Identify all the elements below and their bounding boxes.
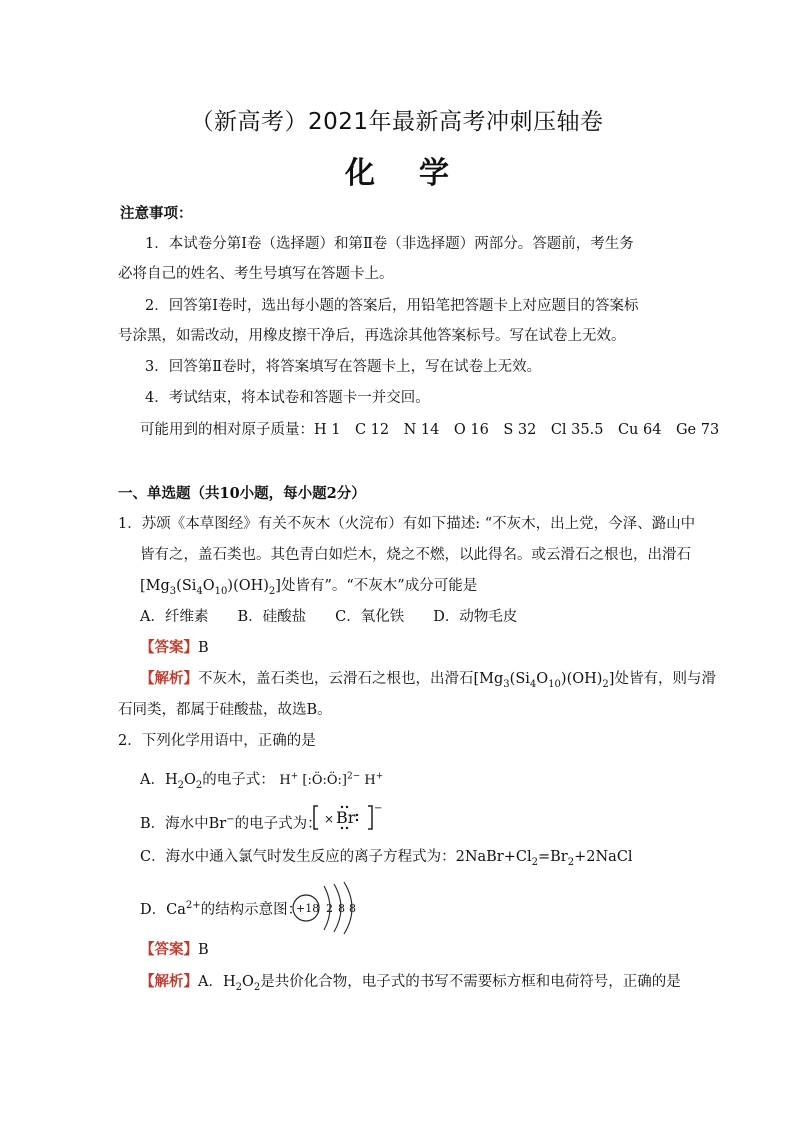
q1-options: A．纤维素 B．硅酸盐 C．氧化铁 D．动物毛皮 — [140, 609, 518, 625]
analysis-tag: 【解析】 — [140, 670, 198, 687]
q2-option-c-text: C．海水中通入氯气时发生反应的离子方程式为：2NaBr+Cl — [140, 849, 532, 865]
notice-item-2a: 2．回答第Ⅰ卷时，选出每小题的答案后，用铅笔把答题卡上对应题目的答案标 — [145, 298, 639, 314]
calcium-ion-structure-diagram — [290, 878, 370, 938]
analysis-tag: 【解析】 — [140, 973, 198, 990]
svg-text:2: 2 — [326, 902, 333, 915]
q2-option-b: B．海水中Br−的电子式为： — [140, 814, 322, 832]
notice-item-4: 4．考试结束，将本试卷和答题卡一并交回。 — [145, 390, 430, 406]
q1-line-3-text: 处皆有”。“不灰木”成分可能是 — [280, 578, 478, 594]
answer-tag: 【答案】 — [140, 941, 198, 958]
q1-line-2: 皆有之，盖石类也。其色青白如烂木，烧之不燃，以此得名。或云滑石之根也，出滑石 — [140, 547, 691, 563]
q1-line-1: 1．苏颂《本草图经》有关不灰木（火浣布）有如下描述: “不灰木，出上党，今泽、潞山中 — [118, 516, 696, 532]
q2-analysis: 【解析】A．$H_2O_2$是共价化合物，电子式的书写不需要标方框和电荷符号，正确的是 — [140, 973, 681, 993]
q2-option-d: D．$Ca^{2+}$的结构示意图： — [140, 900, 303, 918]
exam-title: （新高考）2021年最新高考冲刺压轴卷 — [190, 109, 604, 135]
q1-analysis-text-2: 处皆有，则与滑 — [614, 671, 716, 687]
q2-option-a: A．$H_2O_2$的电子式： H+ [:Ö:Ö:]$^{2-}$ H+ — [140, 771, 384, 791]
q1-analysis-2: 石同类，都属于硅酸盐，故选B。 — [118, 702, 332, 718]
bromide-electron-formula — [312, 802, 382, 834]
notice-item-2b: 号涂黑，如需改动，用橡皮擦干净后，再选涂其他答案标号。写在试卷上无效。 — [118, 328, 626, 344]
q2-option-c: C．海水中通入氯气时发生反应的离子方程式为：$2NaBr+Cl_2=Br_2+2NaCl$ — [140, 849, 633, 868]
q2-option-a-text: 的电子式： — [202, 772, 275, 788]
q2-analysis-text: 是共价化合物，电子式的书写不需要标方框和电荷符号，正确的是 — [260, 974, 681, 990]
q2-option-a-prefix: A．H — [140, 772, 178, 788]
notice-item-1b: 必将自己的姓名、考生号填写在答题卡上。 — [118, 266, 394, 282]
q2-option-c-eq: =Br — [538, 849, 568, 865]
svg-text:8: 8 — [349, 902, 356, 915]
q2-answer — [140, 940, 209, 960]
notice-item-3: 3．回答第Ⅱ卷时，将答案填写在答题卡上，写在试卷上无效。 — [145, 359, 542, 375]
svg-text:8: 8 — [338, 902, 345, 915]
notice-item-1a: 1．本试卷分第Ⅰ卷（选择题）和第Ⅱ卷（非选择题）两部分。答题前，考生务 — [145, 236, 634, 252]
exam-subject: 化学 — [345, 156, 493, 191]
q2-option-d-text: 的结构示意图： — [200, 901, 303, 918]
svg-text:+18: +18 — [296, 902, 320, 915]
q1-answer — [140, 638, 209, 658]
section-heading: 一、单选题（共10小题，每小题2分） — [118, 485, 366, 502]
q1-answer-value: B — [198, 640, 209, 656]
q2-option-c-tail: +2NaCl — [574, 849, 633, 865]
q1-formula-prefix: [Mg — [140, 578, 170, 594]
q2-option-d-prefix: D．Ca — [140, 901, 186, 918]
q2-option-b-text: 的电子式为： — [234, 815, 322, 832]
svg-text:−: − — [374, 803, 382, 814]
atomic-masses: 可能用到的相对原子质量：H 1 C 12 N 14 O 16 S 32 Cl 35.5 Cu 64 Ge 73 — [140, 422, 720, 438]
q1-line-3: $[Mg_3(Si_4O_{10})(OH)_2]$处皆有”。“不灰木”成分可能是 — [140, 578, 478, 597]
q2-answer-value: B — [198, 942, 209, 958]
q1-analysis-text: 不灰木，盖石类也，云滑石之根也，出滑石[Mg — [198, 671, 504, 687]
q1-analysis-1: 【解析】不灰木，盖石类也，云滑石之根也，出滑石$[Mg_3(Si_4O_{10})(OH)_2]$处皆有，则与滑 — [140, 670, 716, 690]
q2-option-b-prefix: B．海水中Br — [140, 815, 227, 832]
answer-tag: 【答案】 — [140, 639, 198, 656]
svg-text:×: × — [324, 812, 335, 826]
q2-analysis-prefix: A．H — [198, 974, 236, 990]
svg-text:Br: Br — [336, 808, 356, 827]
q2-stem: 2．下列化学用语中，正确的是 — [118, 733, 316, 749]
notice-heading: 注意事项： — [120, 205, 193, 222]
